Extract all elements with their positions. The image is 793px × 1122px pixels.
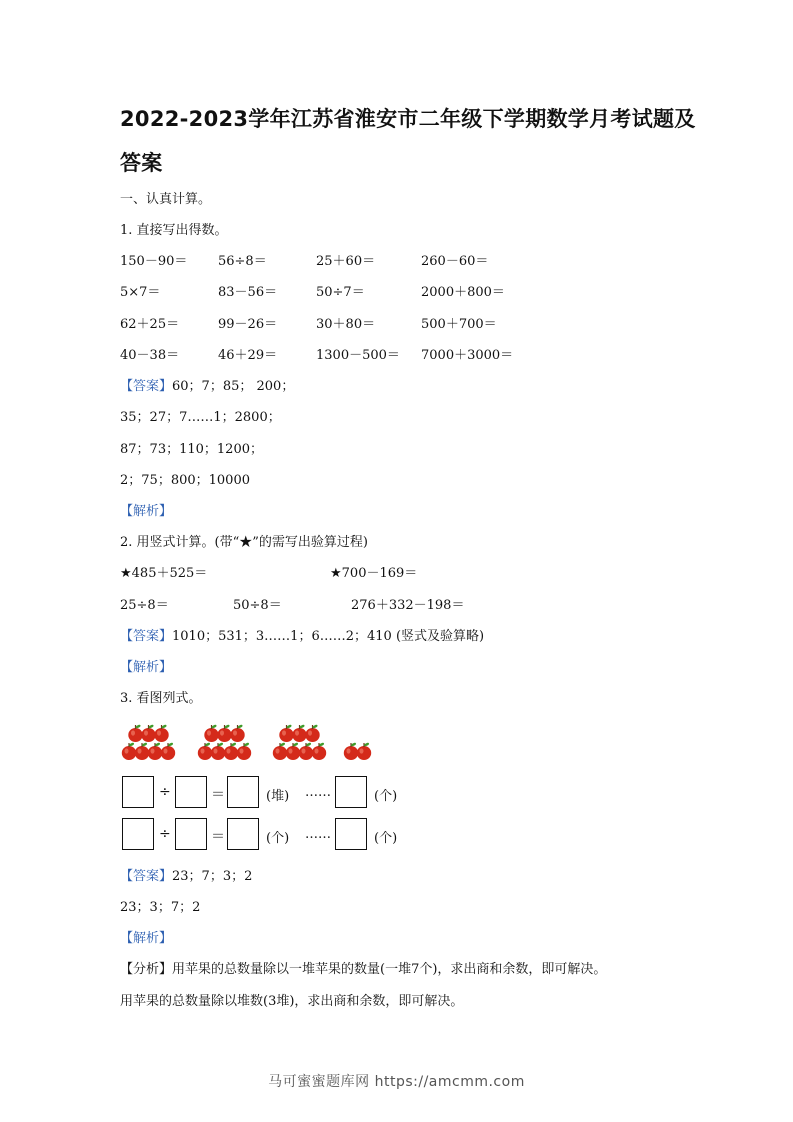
apple-icon (224, 742, 238, 760)
apple-icon (161, 742, 175, 760)
footer-watermark: 马可蜜蜜题库网 https://amcmm.com (268, 1074, 525, 1090)
answer-text: 23；7；3；2 (172, 869, 253, 884)
remainder-dots: …… (305, 785, 331, 800)
apple-icon (279, 724, 293, 742)
unit-label: (堆) (266, 789, 290, 804)
page-title: 2022-2023学年江苏省淮安市二年级下学期数学月考试题及 (120, 107, 696, 131)
answer-tag: 【答案】 (120, 379, 173, 394)
q2-problem: 276＋332－198＝ (351, 598, 465, 613)
unit-label: (个) (374, 831, 398, 846)
answer-box[interactable] (227, 818, 259, 850)
apple-icon (292, 724, 306, 742)
question-3-label: 3. 看图列式。 (120, 691, 202, 706)
q3-fenxi-line2: 用苹果的总数量除以堆数(3堆)，求出商和余数，即可解决。 (120, 994, 464, 1009)
q1-problem: 500＋700＝ (421, 317, 497, 332)
apple-icon (305, 724, 319, 742)
q1-problem: 40－38＝ (120, 348, 180, 363)
apple-icon (299, 742, 313, 760)
apple-icon (148, 742, 162, 760)
q2-problem: ★485＋525＝ (120, 566, 208, 581)
fenxi-tag: 【分析】 (120, 962, 173, 977)
answer-tag: 【答案】 (120, 869, 173, 884)
q1-answer-line: 2；75；800；10000 (120, 473, 250, 488)
apple-icon (128, 724, 142, 742)
q3-answer-line: 23；3；7；2 (120, 900, 201, 915)
q1-problem: 260－60＝ (421, 254, 489, 269)
apples-figure (118, 720, 388, 764)
unit-label: (个) (266, 831, 290, 846)
answer-box[interactable] (175, 818, 207, 850)
q1-problem: 56÷8＝ (218, 254, 267, 269)
answer-box[interactable] (175, 776, 207, 808)
q2-answer (120, 625, 484, 644)
apple-icon (312, 742, 326, 760)
q2-analysis-tag: 【解析】 (120, 660, 173, 675)
apple-icon (344, 742, 358, 760)
apple-icon (217, 724, 231, 742)
apple-icon (122, 742, 136, 760)
q1-problem: 25＋60＝ (316, 254, 376, 269)
q2-problem: 25÷8＝ (120, 598, 169, 613)
page-title-line2: 答案 (120, 151, 163, 175)
answer-text: 60；7；85； 200； (172, 379, 295, 394)
apple-icon (135, 742, 149, 760)
answer-box[interactable] (335, 776, 367, 808)
q1-problem: 30＋80＝ (316, 317, 376, 332)
q2-problem: 50÷8＝ (233, 598, 282, 613)
answer-box[interactable] (227, 776, 259, 808)
question-1-label: 1. 直接写出得数。 (120, 223, 228, 238)
apple-icon (237, 742, 251, 760)
apple-icon (230, 724, 244, 742)
fenxi-text: 用苹果的总数量除以一堆苹果的数量(一堆7个)，求出商和余数，即可解决。 (172, 962, 607, 977)
q1-problem: 46＋29＝ (218, 348, 278, 363)
remainder-dots: …… (305, 827, 331, 842)
q1-problem: 150－90＝ (120, 254, 188, 269)
q1-problem: 2000＋800＝ (421, 285, 505, 300)
q1-problem: 5×7＝ (120, 285, 161, 300)
apple-icon (357, 742, 371, 760)
q1-problem: 7000＋3000＝ (421, 348, 514, 363)
answer-box[interactable] (122, 776, 154, 808)
q1-answer-line: 87；73；110；1200； (120, 442, 263, 457)
divide-sign: ÷ (159, 784, 171, 800)
apple-icon (204, 724, 218, 742)
q1-problem: 50÷7＝ (316, 285, 365, 300)
q1-problem: 1300－500＝ (316, 348, 400, 363)
q1-analysis-tag: 【解析】 (120, 504, 173, 519)
q3-fenxi (120, 958, 606, 977)
q1-answer-line: 35；27；7……1；2800； (120, 410, 281, 425)
q2-problem: ★700－169＝ (330, 566, 418, 581)
q1-problem: 62＋25＝ (120, 317, 180, 332)
equals-sign: ＝ (211, 829, 225, 845)
apple-icon (286, 742, 300, 760)
apple-icon (154, 724, 168, 742)
apple-icon (141, 724, 155, 742)
equals-sign: ＝ (211, 787, 225, 803)
section-heading: 一、认真计算。 (120, 192, 212, 207)
q3-answer (120, 865, 252, 884)
q3-analysis-tag: 【解析】 (120, 931, 173, 946)
unit-label: (个) (374, 789, 398, 804)
divide-sign: ÷ (159, 826, 171, 842)
q1-answer (120, 375, 294, 394)
apple-icon (198, 742, 212, 760)
answer-box[interactable] (335, 818, 367, 850)
apple-icon (211, 742, 225, 760)
answer-tag: 【答案】 (120, 629, 173, 644)
q1-problem: 99－26＝ (218, 317, 278, 332)
apple-icon (273, 742, 287, 760)
q1-problem: 83－56＝ (218, 285, 278, 300)
answer-box[interactable] (122, 818, 154, 850)
question-2-label: 2. 用竖式计算。(带“★”的需写出验算过程) (120, 535, 368, 550)
answer-text: 1010；531；3……1；6……2；410 (竖式及验算略) (172, 629, 485, 644)
